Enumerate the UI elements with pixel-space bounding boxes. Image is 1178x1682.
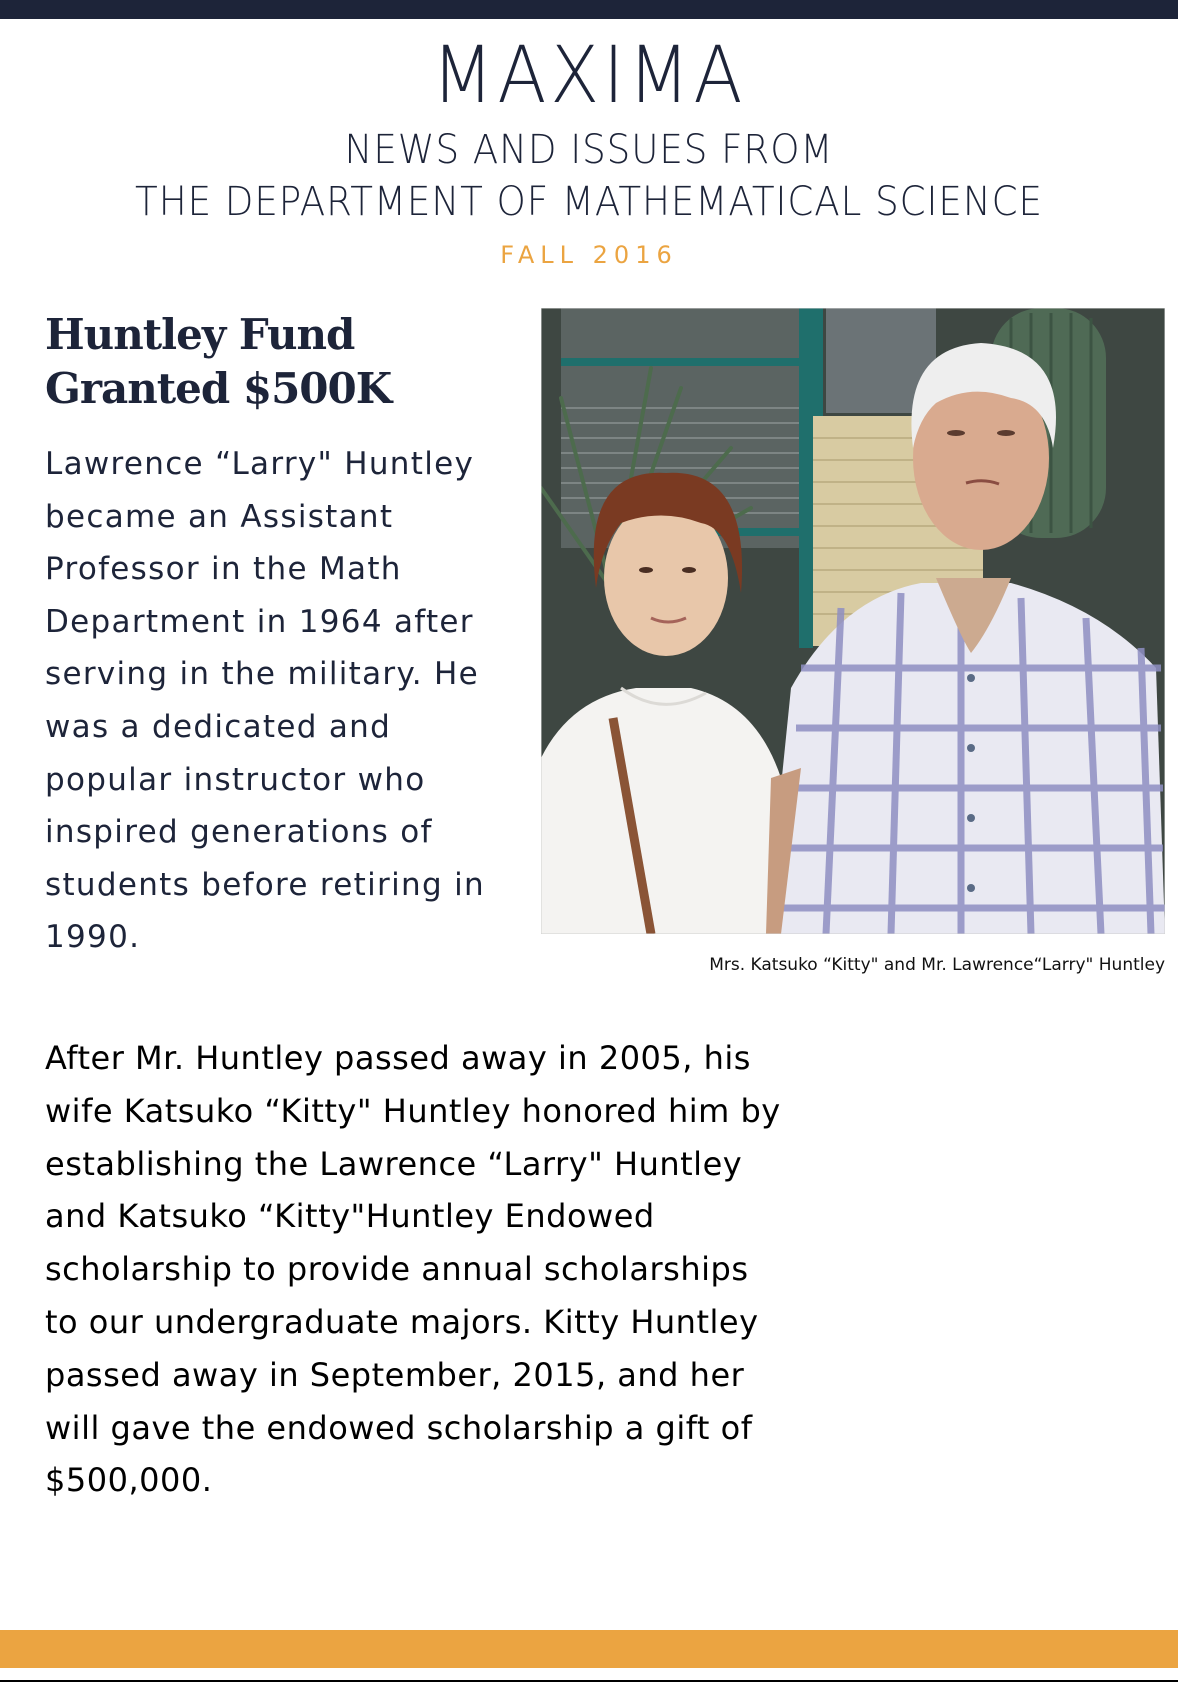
article-headline — [45, 308, 485, 416]
article-body-paragraph: After Mr. Huntley passed away in 2005, his wife Katsuko “Kitty" Huntley honored him by establishing the Lawrence “Larry" Huntley and Katsuko “Kitty"Huntley Endowed scholarship to provide annual scholarships to our undergraduate majors. Kitty Huntley passed away in September, 2015, and her will gave the endowed scholarship a gift of $500,000. — [45, 1039, 781, 1500]
subtitle-line-2: THE DEPARTMENT OF MATHEMATICAL SCIENCE — [135, 179, 1043, 225]
subtitle-line-1: NEWS AND ISSUES FROM — [344, 127, 834, 173]
photo-caption: Mrs. Katsuko “Kitty" and Mr. Lawrence“Larry" Huntley — [709, 955, 1165, 975]
headline-line-1: Huntley Fund — [45, 310, 355, 359]
top-banner-bar — [0, 0, 1178, 19]
bottom-accent-bar — [0, 1630, 1178, 1668]
newsletter-subtitle — [41, 124, 1137, 228]
article-intro-paragraph: Lawrence “Larry" Huntley became an Assistant Professor in the Math Department in 1964 after serving in the military. He was a dedicated and popular instructor who inspired generations of students before retiring in 1990. — [45, 446, 485, 956]
headline-line-2: Granted $500K — [45, 364, 392, 413]
huntley-couple-photo — [541, 308, 1165, 934]
newsletter-title: MAXIMA — [431, 31, 747, 121]
masthead — [0, 30, 1178, 270]
photo-illustration — [541, 308, 1165, 934]
issue-date: FALL 2016 — [500, 241, 678, 269]
